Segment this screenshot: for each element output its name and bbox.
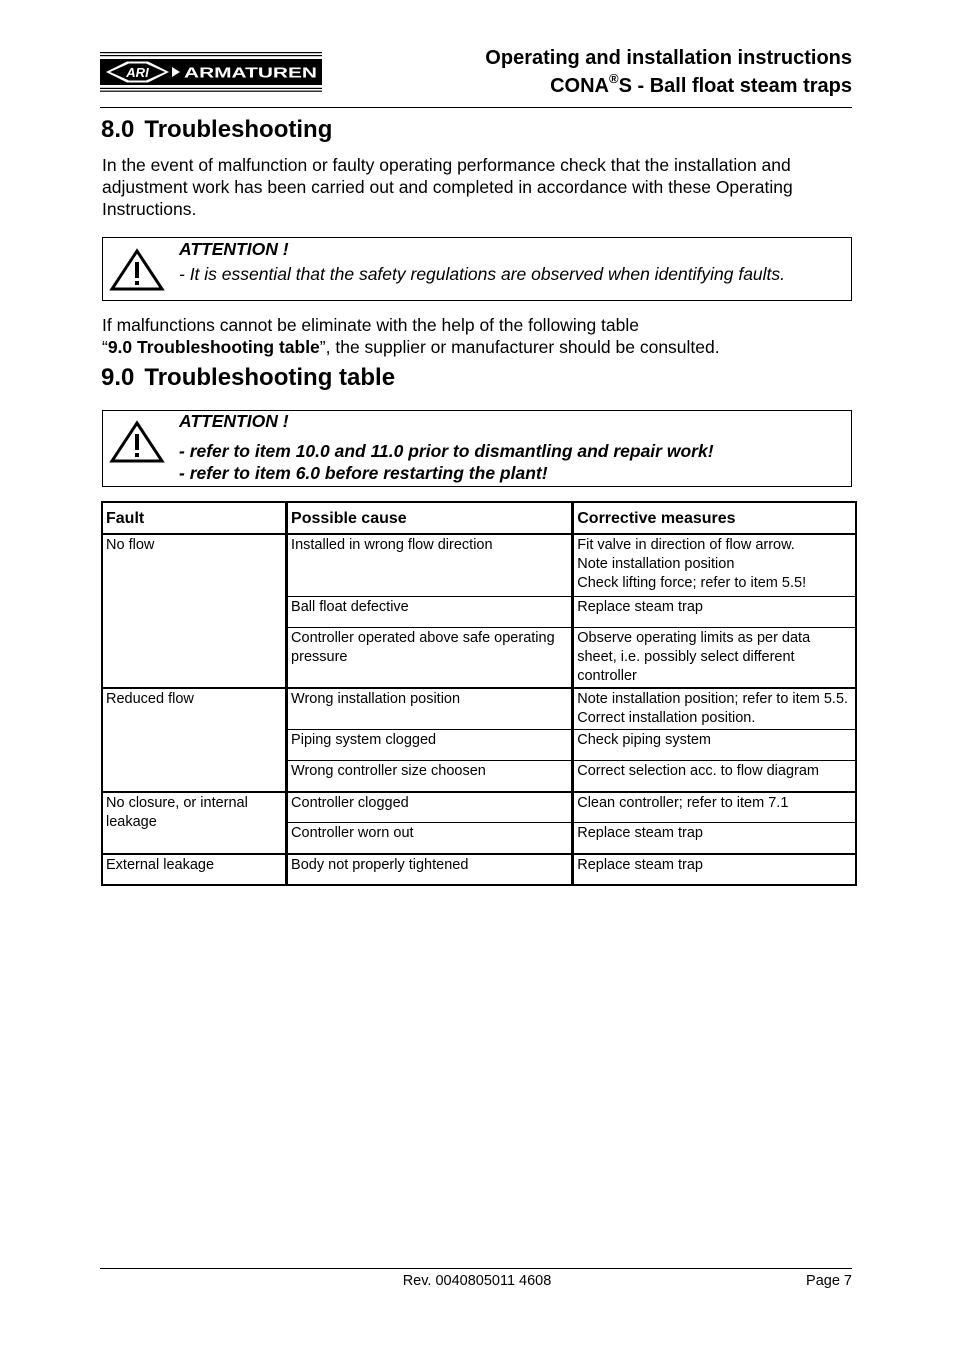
svg-text:ARMATUREN: ARMATUREN (184, 65, 317, 82)
measure-line: Note installation position (577, 556, 735, 572)
measure-line: Correct selection acc. to flow diagram (577, 763, 819, 779)
section-8-title: Troubleshooting (144, 116, 333, 143)
cause-cell: Body not properly tightened (287, 854, 573, 885)
measure-cell (573, 596, 856, 627)
ari-armaturen-logo (100, 52, 322, 92)
cause-cell: Controller clogged (287, 792, 573, 823)
product-name: CONA (550, 75, 609, 97)
followup-line1: If malfunctions cannot be eliminate with the help of the following table (102, 315, 639, 335)
product-description: S - Ball float steam traps (618, 75, 852, 97)
table-header-row (102, 502, 856, 534)
fault-cell: No flow (102, 534, 287, 688)
footer-divider (100, 1268, 852, 1269)
section-9-title: Troubleshooting table (144, 364, 396, 391)
warning-triangle-icon (109, 420, 165, 464)
troubleshooting-table (101, 501, 857, 886)
followup-quote: “ (102, 337, 108, 357)
cause-cell: Controller operated above safe operating pressure (287, 627, 573, 688)
section-9-heading (101, 364, 395, 392)
followup-reference: 9.0 Troubleshooting table (107, 337, 320, 357)
attention-1-line: - It is essential that the safety regulations are observed when identifying faults. (179, 264, 786, 284)
attention-box-2 (102, 410, 852, 487)
section-8-number: 8.0 (101, 116, 135, 143)
measure-line: Replace steam trap (577, 598, 703, 615)
cause-cell: Controller worn out (287, 823, 573, 854)
header-corrective-measures: Corrective measures (573, 502, 856, 534)
attention-2-line1: - refer to item 10.0 and 11.0 prior to dismantling and repair work! (179, 441, 714, 461)
measure-line: Replace steam trap (577, 825, 703, 841)
cause-cell: Ball float defective (287, 596, 573, 627)
section-8-heading (101, 116, 332, 144)
fault-cell: Reduced flow (102, 688, 287, 792)
section-9-number: 9.0 (101, 364, 135, 391)
measure-line: Check lifting force; refer to item 5.5! (577, 575, 807, 591)
header-divider (100, 107, 852, 108)
measure-cell (573, 761, 856, 792)
measure-cell (573, 688, 856, 730)
cause-cell: Wrong controller size choosen (287, 761, 573, 792)
document-title (420, 44, 852, 100)
fault-cell: No closure, or internal leakage (102, 792, 287, 854)
attention-1-title: ATTENTION ! (179, 239, 289, 259)
warning-triangle-icon (109, 248, 165, 292)
document-title-line1: Operating and installation instructions (485, 47, 852, 69)
measure-line: Replace steam trap (577, 856, 703, 873)
measure-cell (573, 627, 856, 688)
document-title-line2 (420, 72, 852, 100)
measure-cell (573, 534, 856, 596)
cause-cell: Wrong installation position (287, 688, 573, 730)
followup-line2 (102, 336, 854, 358)
section-8-intro: In the event of malfunction or faulty operating performance check that the installation and adjustment work has been carried out and completed in accordance with these Operating Instructions. (102, 155, 793, 219)
attention-2-text (179, 410, 714, 484)
measure-line: Fit valve in direction of flow arrow. (577, 537, 795, 553)
attention-2-title: ATTENTION ! (179, 411, 289, 431)
attention-1-text (179, 238, 785, 285)
followup-tail: ”, the supplier or manufacturer should be consulted. (319, 337, 720, 357)
registered-mark: ® (609, 71, 619, 86)
cause-cell: Piping system clogged (287, 730, 573, 761)
page-number: Page 7 (806, 1273, 852, 1289)
measure-cell (573, 823, 856, 854)
table-row (102, 688, 856, 730)
measure-cell (573, 854, 856, 885)
svg-text:ARI: ARI (126, 65, 149, 80)
header-fault: Fault (102, 502, 287, 534)
cause-cell: Installed in wrong flow direction (287, 534, 573, 596)
measure-line: Clean controller; refer to item 7.1 (577, 794, 789, 811)
measure-cell (573, 730, 856, 761)
revision-number: Rev. 0040805011 4608 (402, 1273, 552, 1289)
fault-cell: External leakage (102, 854, 287, 885)
measure-line: Note installation position; refer to item 5.5. Correct installation position. (577, 690, 849, 726)
measure-cell (573, 792, 856, 823)
table-row (102, 792, 856, 823)
measure-line: Check piping system (577, 732, 712, 748)
header-possible-cause: Possible cause (287, 502, 573, 534)
section-8-followup (102, 314, 854, 358)
table-row (102, 534, 856, 596)
table-row (102, 854, 856, 885)
attention-box-1 (102, 237, 852, 301)
attention-2-line2: - refer to item 6.0 before restarting the plant! (179, 463, 548, 483)
measure-line: Observe operating limits as per data sheet, i.e. possibly select different controller (577, 629, 811, 684)
